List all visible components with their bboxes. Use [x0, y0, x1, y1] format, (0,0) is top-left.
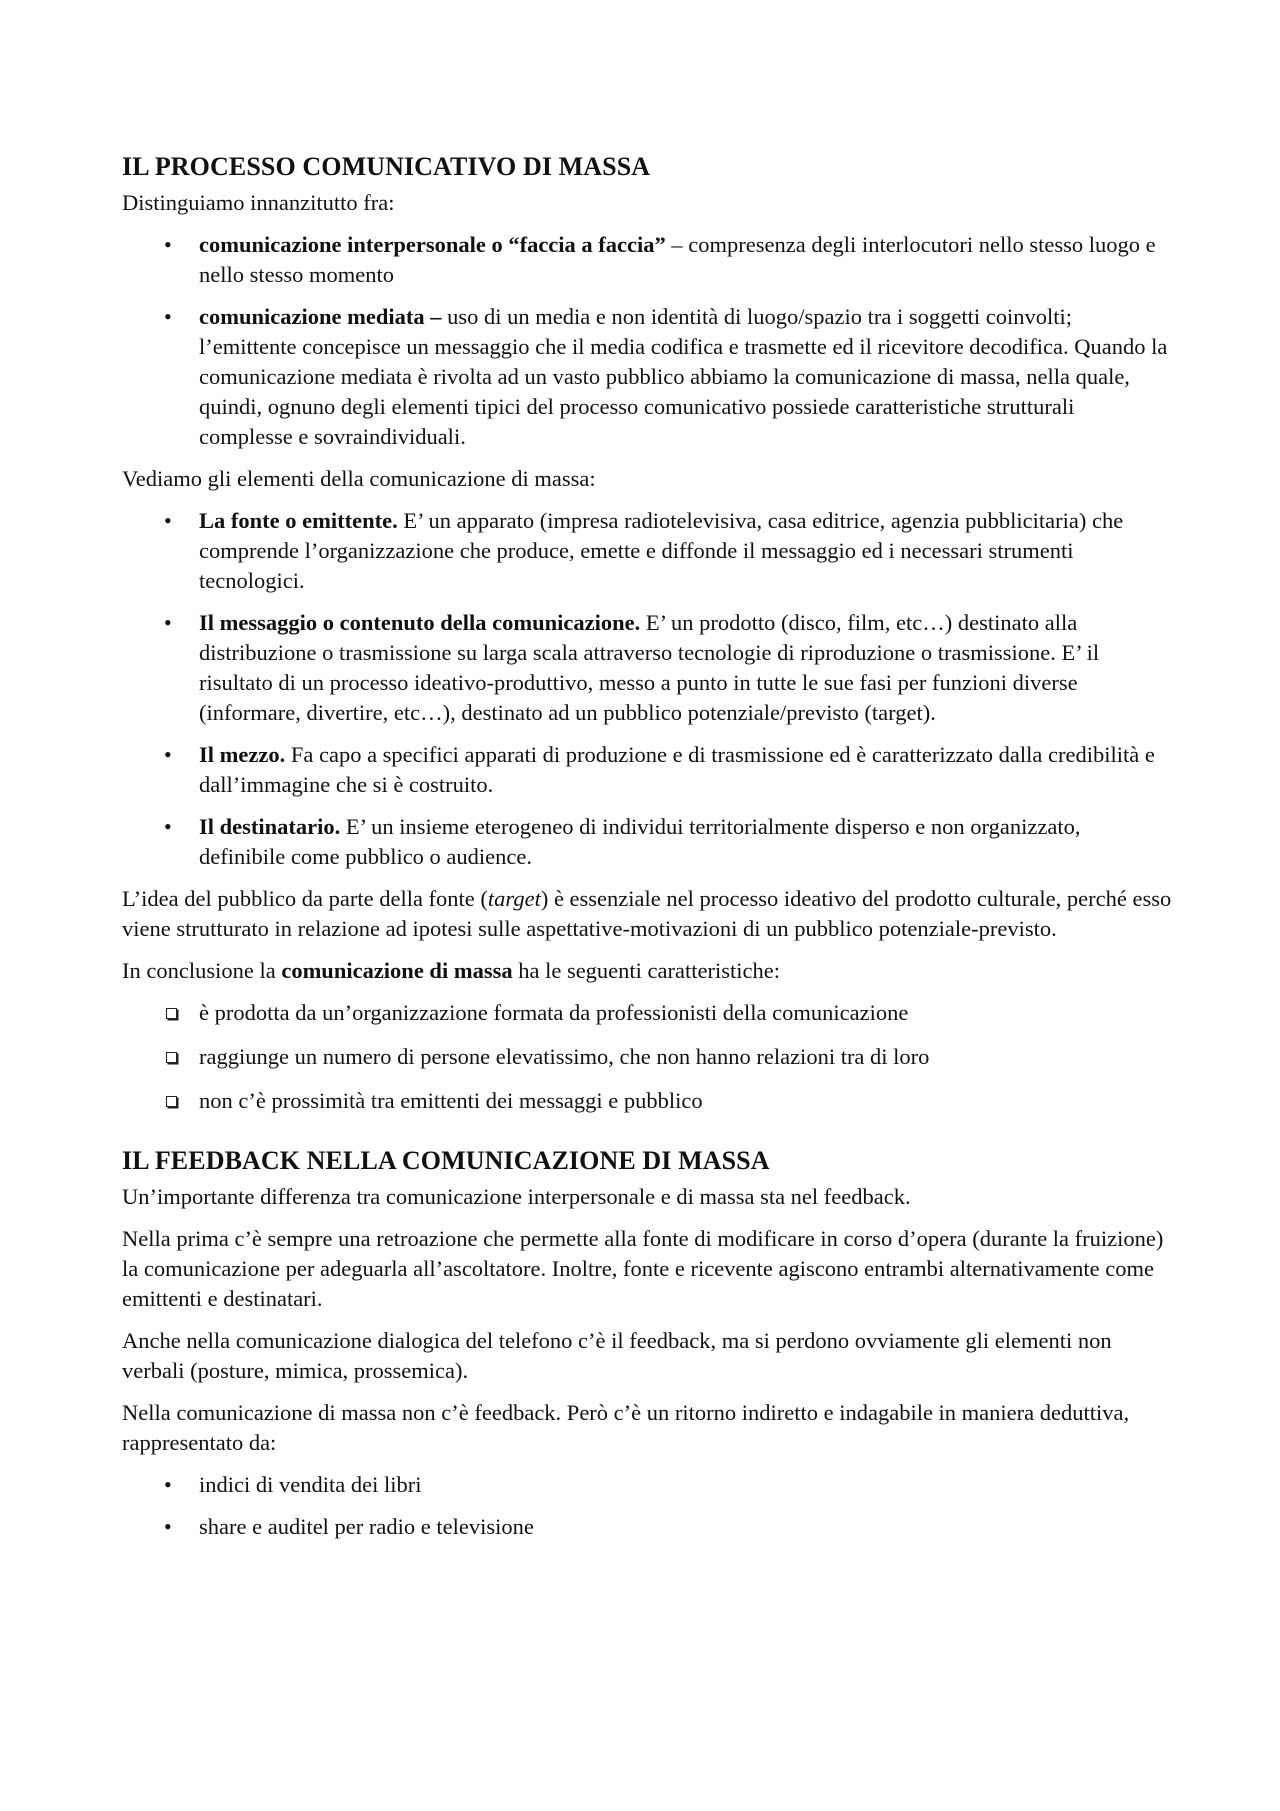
list-item	[122, 1086, 1172, 1116]
feedback-list	[122, 1470, 1172, 1542]
bold-term: comunicazione di massa	[281, 958, 513, 983]
definition: E’ un apparato (impresa radiotelevisiva, casa editrice, agenzia pubblicitaria) che comprende l’organizzazione che produce, emette e diffonde il messaggio ed i necessari strumenti tecnologici.	[199, 508, 1124, 593]
communication-types-list	[122, 230, 1172, 452]
text-run: ha le seguenti caratteristiche:	[512, 958, 780, 983]
list-item	[122, 812, 1172, 872]
list-item	[122, 302, 1172, 452]
term: Il destinatario.	[199, 814, 341, 839]
elements-list	[122, 506, 1172, 872]
list-item: • indici di vendita dei libri	[122, 1470, 1172, 1500]
paragraph: Anche nella comunicazione dialogica del telefono c’è il feedback, ma si perdono ovviamente gli elementi non verbali (posture, mimica, prossemica).	[122, 1328, 1112, 1383]
elements-intro: Vediamo gli elementi della comunicazione di massa:	[122, 466, 596, 491]
conclusion-paragraph	[122, 956, 1172, 986]
definition: – compresenza degli interlocutori nello stesso luogo e nello stesso momento	[199, 232, 1156, 287]
list-item	[122, 608, 1172, 728]
definition: Fa capo a specifici apparati di produzione e di trasmissione ed è caratterizzato dalla credibilità e dall’immagine che si è costruito.	[199, 742, 1155, 797]
term: comunicazione interpersonale o “faccia a faccia”	[199, 232, 666, 257]
feature-text: raggiunge un numero di persone elevatissimo, che non hanno relazioni tra di loro	[199, 1044, 930, 1069]
list-item	[122, 1042, 1172, 1072]
section-title: IL FEEDBACK NELLA COMUNICAZIONE DI MASSA	[122, 1146, 770, 1175]
section-title: IL PROCESSO COMUNICATIVO DI MASSA	[122, 152, 651, 181]
italic-term: target	[487, 886, 541, 911]
text-run: In conclusione la	[122, 958, 282, 983]
term: comunicazione mediata –	[199, 304, 442, 329]
term: Il messaggio o contenuto della comunicazione.	[199, 610, 641, 635]
document-page	[122, 150, 1172, 1554]
paragraph: Nella prima c’è sempre una retroazione che permette alla fonte di modificare in corso d’opera (durante la fruizione) la comunicazione per adeguarla all’ascoltatore. Inoltre, fonte e ricevente agiscono entrambi alternativamente come emittenti e destinatari.	[122, 1226, 1164, 1311]
paragraph: Nella comunicazione di massa non c’è feedback. Però c’è un ritorno indiretto e indagabile in maniera deduttiva, rappresentato da:	[122, 1400, 1130, 1455]
list-item	[122, 740, 1172, 800]
list-item	[122, 230, 1172, 290]
feature-text: è prodotta da un’organizzazione formata da professionisti della comunicazione	[199, 1000, 909, 1025]
list-item	[122, 998, 1172, 1028]
checkbox-bullet-icon	[166, 1096, 177, 1107]
definition: uso di un media e non identità di luogo/spazio tra i soggetti coinvolti; l’emittente concepisce un messaggio che il media codifica e trasmette ed il ricevitore decodifica. Quando la comunicazione mediata è rivolta ad un vasto pubblico abbiamo la comunicazione di massa, nella quale, quindi, ognuno degli elementi tipici del processo comunicativo possiede caratteristiche strutturali complesse e sovraindividuali.	[199, 304, 1168, 449]
definition: E’ un insieme eterogeneo di individui territorialmente disperso e non organizzato, definibile come pubblico o audience.	[199, 814, 1081, 869]
checkbox-bullet-icon	[166, 1008, 177, 1019]
list-item: • share e auditel per radio e televisione	[122, 1512, 1172, 1542]
target-paragraph	[122, 884, 1172, 944]
paragraph: Un’importante differenza tra comunicazione interpersonale e di massa sta nel feedback.	[122, 1184, 911, 1209]
term: La fonte o emittente.	[199, 508, 398, 533]
features-list	[122, 998, 1172, 1116]
text-run: ) è essenziale nel processo ideativo del prodotto culturale, perché esso viene strutturato in relazione ad ipotesi sulle aspettative-motivazioni di un pubblico potenziale-previsto.	[122, 886, 1172, 941]
definition: E’ un prodotto (disco, film, etc…) destinato alla distribuzione o trasmissione su larga scala attraverso tecnologie di riproduzione o trasmissione. E’ il risultato di un processo ideativo-produttivo, messo a punto in tutte le sue fasi per funzioni diverse (informare, divertire, etc…), destinato ad un pubblico potenziale/previsto (target).	[199, 610, 1100, 725]
list-item	[122, 506, 1172, 596]
checkbox-bullet-icon	[166, 1052, 177, 1063]
feature-text: non c’è prossimità tra emittenti dei messaggi e pubblico	[199, 1088, 703, 1113]
term: Il mezzo.	[199, 742, 286, 767]
intro-paragraph: Distinguiamo innanzitutto fra:	[122, 190, 395, 215]
text-run: L’idea del pubblico da parte della fonte (	[122, 886, 488, 911]
